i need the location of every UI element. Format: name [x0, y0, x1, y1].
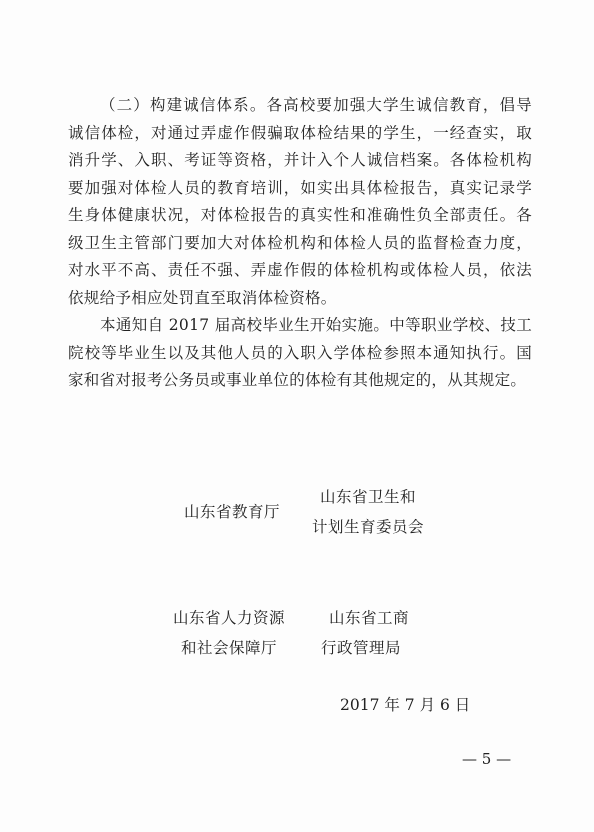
document-body	[68, 92, 532, 395]
signatory-commerce-bureau-line1: 山东省工商	[329, 609, 410, 627]
signatory-health-commission-line2: 计划生育委员会	[312, 518, 425, 536]
paragraph1-line: 要加强对体检人员的教育培训，如实出具体检报告，真实记录学	[68, 178, 532, 197]
signatory-hr-dept-line1: 山东省人力资源	[173, 609, 286, 627]
paragraph1-line: 对水平不高、责任不强、弄虚作假的体检机构或体检人员，依法	[68, 261, 532, 279]
paragraph1-line: 诚信体检，对通过弄虚作假骗取体检结果的学生，一经查实，取	[68, 123, 532, 142]
paragraph1-line: 级卫生主管部门要加大对体检机构和体检人员的监督检查力度，	[68, 233, 532, 252]
paragraph2-line: 本通知自 2017 届高校毕业生开始实施。中等职业学校、技工	[100, 316, 532, 334]
signatory-hr-dept-line2: 和社会保障厅	[181, 639, 278, 657]
paragraph2-line: 院校等毕业生以及其他人员的入职入学体检参照本通知执行。国	[68, 343, 532, 362]
paragraph1-line: （二）构建诚信体系。各高校要加强大学生诚信教育，倡导	[100, 96, 532, 114]
page-number: — 5 —	[462, 750, 512, 768]
paragraph2-line: 家和省对报考公务员或事业单位的体检有其他规定的，从其规定。	[68, 371, 527, 389]
document-date: 2017 年 7 月 6 日	[340, 696, 471, 714]
paragraph1-line: 依规给予相应处罚直至取消体检资格。	[68, 288, 337, 307]
signatory-education-dept: 山东省教育厅	[184, 503, 281, 521]
paragraph1-line: 消升学、入职、考证等资格，并计入个人诚信档案。各体检机构	[68, 151, 532, 169]
signatory-commerce-bureau-line2: 行政管理局	[321, 639, 402, 657]
paragraph1-line: 生身体健康状况，对体检报告的真实性和准确性负全部责任。各	[68, 206, 532, 224]
signatory-health-commission-line1: 山东省卫生和	[320, 488, 417, 506]
